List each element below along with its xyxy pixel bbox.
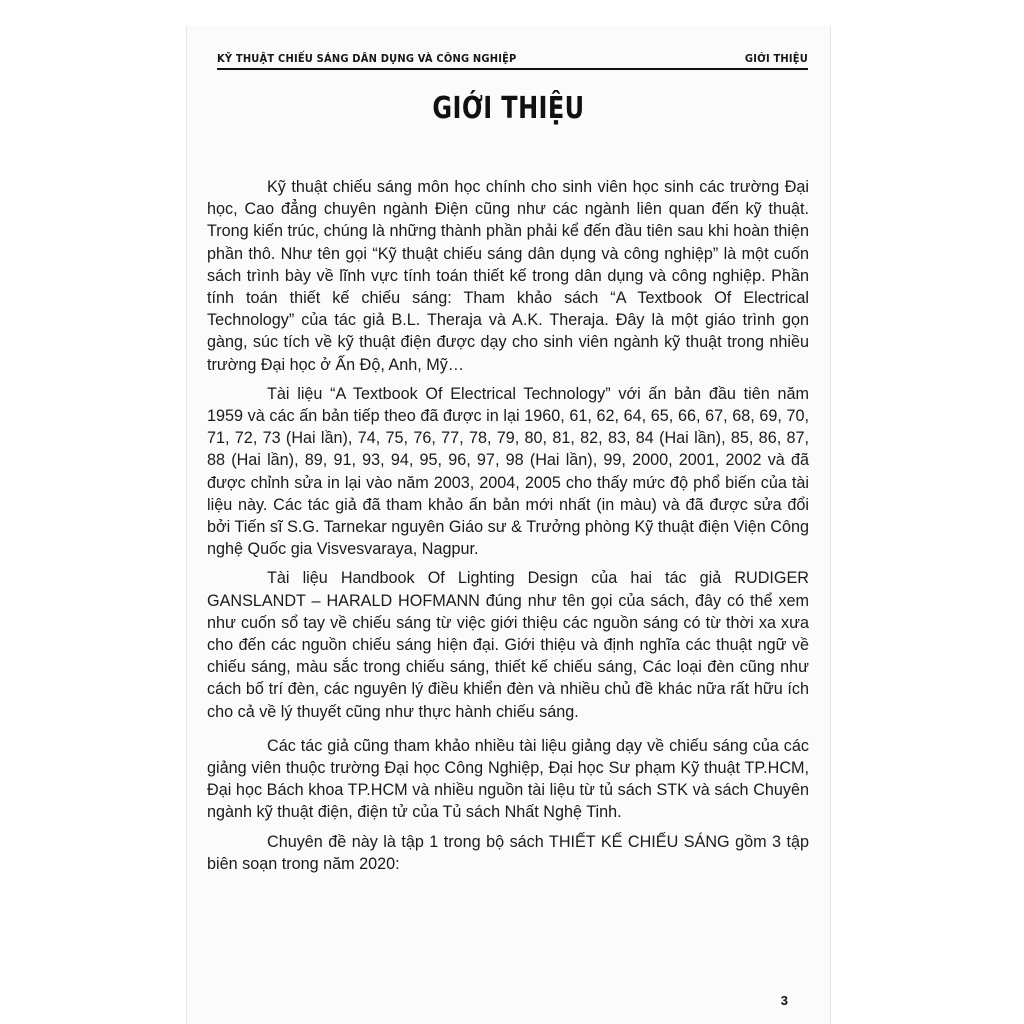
paragraph-lighting-handbook: Tài liệu Handbook Of Lighting Design của hai tác giả RUDIGER GANSLANDT – HARALD HOFMANN đúng như tên gọi của sách, đây có thể xem như cuốn sổ tay về chiếu sáng từ việc giới thiệu các nguồn sáng có từ thời xa xưa cho đến các nguồn chiếu sáng hiện đại. Giới thiệu và định nghĩa các thuật ngữ về chiếu sáng, màu sắc trong chiếu sáng, thiết kế chiếu sáng, Các loại đèn cũng như cách bố trí đèn, các nguyên lý điều khiển đèn và nhiều chủ đề khác nữa rất hữu ích cho cả về lý thuyết cũng như thực hành chiếu sáng. (207, 569, 809, 721)
paragraph-other-sources: Các tác giả cũng tham khảo nhiều tài liệu giảng dạy về chiếu sáng của các giảng viên thuộc trường Đại học Công Nghiệp, Đại học Sư phạm Kỹ thuật TP.HCM, Đại học Bách khoa TP.HCM và nhiều nguồn tài liệu từ tủ sách STK và sách Chuyên ngành kỹ thuật điện, điện tử của Tủ sách Nhất Nghệ Tinh. (207, 736, 809, 822)
paragraph-series-info: Chuyên đề này là tập 1 trong bộ sách THIẾT KẾ CHIẾU SÁNG gồm 3 tập biên soạn trong năm 2020: (207, 832, 809, 873)
chapter-title: GIỚI THIỆU (432, 91, 585, 126)
running-header (217, 46, 808, 70)
running-head-section: GIỚI THIỆU (744, 52, 808, 65)
paragraph-textbook-history: Tài liệu “A Textbook Of Electrical Technology” với ấn bản đầu tiên năm 1959 và các ấn bản tiếp theo đã được in lại 1960, 61, 62, 64, 65, 66, 67, 68, 69, 70, 71, 72, 73 (Hai lần), 74, 75, 76, 77, 78, 79, 80, 81, 82, 83, 84 (Hai lần), 85, 86, 87, 88 (Hai lần), 89, 91, 93, 94, 95, 96, 97, 98 (Hai lần), 99, 2000, 2001, 2002 và đã được chỉnh sửa in lại vào năm 2003, 2004, 2005 cho thấy mức độ phổ biến của tài liệu này. Các tác giả đã tham khảo ấn bản mới nhất (in màu) và đã được sửa đổi bởi Tiến sĩ S.G. Tarnekar nguyên Giáo sư & Trưởng phòng Kỹ thuật điện Viện Công nghệ Quốc gia Visvesvaraya, Nagpur. (207, 384, 809, 559)
running-head-book-title: KỸ THUẬT CHIẾU SÁNG DÂN DỤNG VÀ CÔNG NGHIỆP (217, 52, 517, 65)
page-number: 3 (780, 993, 788, 1008)
body-text (207, 176, 809, 875)
paragraph-intro: Kỹ thuật chiếu sáng môn học chính cho sinh viên học sinh các trường Đại học, Cao đẳng chuyên ngành Điện cũng như các ngành liên quan đến kỹ thuật. Trong kiến trúc, chúng là những thành phần phải kể đến đầu tiên sau khi hoàn thiện phần thô. Như tên gọi “Kỹ thuật chiếu sáng dân dụng và công nghiệp” là một cuốn sách trình bày về lĩnh vực tính toán thiết kế trong dân dụng và công nghiệp. Phần tính toán thiết kế chiếu sáng: Tham khảo sách “A Textbook Of Electrical Technology” của tác giả B.L. Theraja và A.K. Theraja. Đây là một giáo trình gọn gàng, súc tích về kỹ thuật điện được dạy cho sinh viên ngành kỹ thuật trong nhiều trường Đại học ở Ấn Độ, Anh, Mỹ… (207, 178, 809, 374)
book-page (186, 26, 831, 1024)
